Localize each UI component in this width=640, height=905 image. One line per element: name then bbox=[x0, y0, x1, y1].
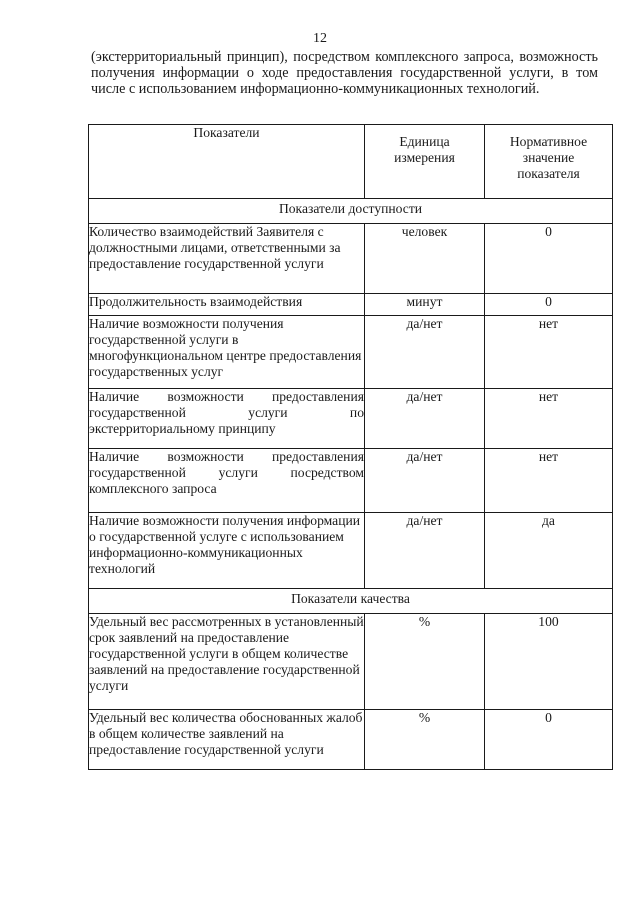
header-indicators: Показатели bbox=[89, 125, 365, 199]
indicator-name: Удельный вес рассмотренных в установленный срок заявлений на предоставление государственной услуги в общем количестве заявлений на предоставление государственной услуги bbox=[89, 614, 365, 710]
section-title: Показатели доступности bbox=[89, 199, 613, 224]
norm-value: нет bbox=[485, 389, 613, 449]
unit-of-measure: да/нет bbox=[365, 513, 485, 589]
section-title: Показатели качества bbox=[89, 589, 613, 614]
table-row bbox=[89, 316, 613, 389]
intro-paragraph: (экстерриториальный принцип), посредством комплексного запроса, возможность получения информации о ходе предоставления государственной услуги, в том числе с использованием информационно-коммуникационных технологий. bbox=[91, 49, 598, 97]
norm-value: 100 bbox=[485, 614, 613, 710]
table-row bbox=[89, 614, 613, 710]
indicators-table bbox=[88, 124, 613, 770]
norm-value: 0 bbox=[485, 224, 613, 294]
norm-value: да bbox=[485, 513, 613, 589]
indicator-name: Количество взаимодействий Заявителя с должностными лицами, ответственными за предоставление государственной услуги bbox=[89, 224, 365, 294]
table-row bbox=[89, 449, 613, 513]
unit-of-measure: минут bbox=[365, 294, 485, 316]
section-row bbox=[89, 589, 613, 614]
indicator-name: Удельный вес количества обоснованных жалоб в общем количестве заявлений на предоставление государственной услуги bbox=[89, 710, 365, 770]
unit-of-measure: да/нет bbox=[365, 449, 485, 513]
indicator-name: Наличие возможности получения информации о государственной услуге с использованием информационно-коммуникационных технологий bbox=[89, 513, 365, 589]
norm-value: 0 bbox=[485, 294, 613, 316]
unit-of-measure: да/нет bbox=[365, 316, 485, 389]
table-header-row bbox=[89, 125, 613, 199]
table-row bbox=[89, 389, 613, 449]
header-norm-value: Нормативное значение показателя bbox=[485, 125, 613, 199]
indicator-name: Наличие возможности предоставления государственной услуги посредством комплексного запроса bbox=[89, 449, 365, 513]
indicator-name: Продолжительность взаимодействия bbox=[89, 294, 365, 316]
unit-of-measure: да/нет bbox=[365, 389, 485, 449]
indicator-name: Наличие возможности получения государственной услуги в многофункциональном центре предоставления государственных услуг bbox=[89, 316, 365, 389]
norm-value: 0 bbox=[485, 710, 613, 770]
header-unit: Единица измерения bbox=[365, 125, 485, 199]
table-row bbox=[89, 224, 613, 294]
table-body bbox=[89, 199, 613, 770]
unit-of-measure: % bbox=[365, 614, 485, 710]
table-row bbox=[89, 513, 613, 589]
page-number: 12 bbox=[313, 31, 327, 46]
norm-value: нет bbox=[485, 316, 613, 389]
section-row bbox=[89, 199, 613, 224]
norm-value: нет bbox=[485, 449, 613, 513]
unit-of-measure: % bbox=[365, 710, 485, 770]
table-row bbox=[89, 710, 613, 770]
table-row bbox=[89, 294, 613, 316]
indicator-name: Наличие возможности предоставления государственной услуги по экстерриториальному принципу bbox=[89, 389, 365, 449]
unit-of-measure: человек bbox=[365, 224, 485, 294]
